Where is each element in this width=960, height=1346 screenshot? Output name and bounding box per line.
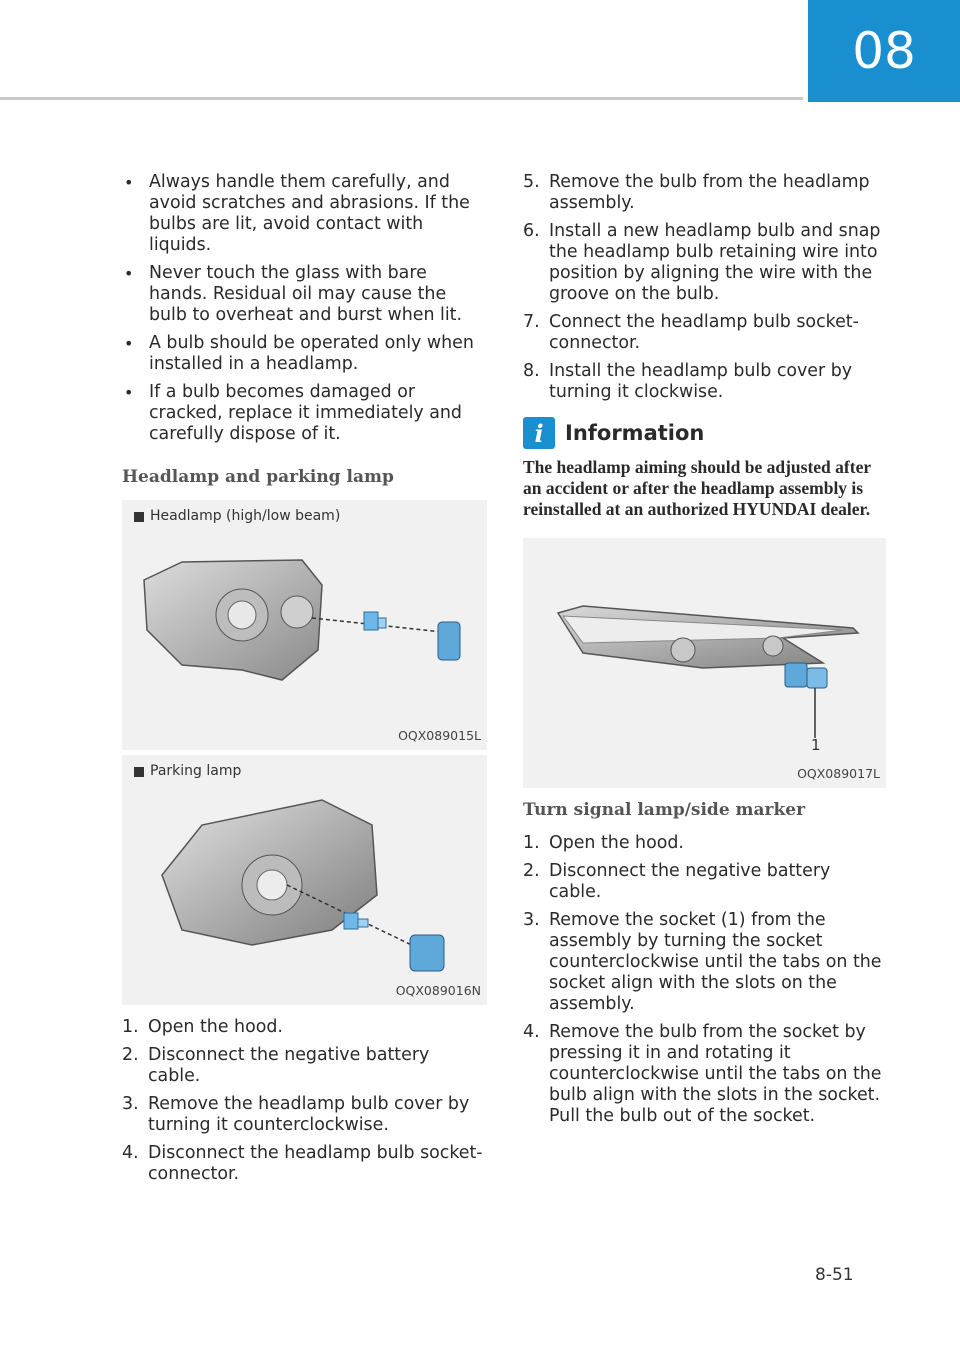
section-title-headlamp: Headlamp and parking lamp: [122, 467, 394, 487]
step-item: 1. Open the hood.: [523, 833, 684, 853]
step-item: 3. Remove the socket (1) from the assembly by turning the socket counterclockwise until the tabs on the socket align with the slots on the assembly.: [523, 910, 882, 1014]
headlamp-illustration: [122, 500, 487, 750]
headlamp-steps-continued: [523, 172, 886, 403]
caution-bullets: [122, 172, 487, 445]
information-body: The headlamp aiming should be adjusted after an accident or after the headlamp assembly is reinstalled at an authorized HYUNDAI dealer.: [523, 457, 871, 519]
page-number: 8-51: [815, 1265, 854, 1285]
chapter-tab: 08: [808, 0, 960, 102]
figure-code: OQX089017L: [797, 766, 880, 781]
step-item: 1. Open the hood.: [122, 1017, 283, 1037]
step-item: 8. Install the headlamp bulb cover by turning it clockwise.: [523, 361, 853, 402]
bullet-item: • Never touch the glass with bare hands. Residual oil may cause the bulb to overheat and burst when lit.: [122, 263, 487, 326]
step-item: 7. Connect the headlamp bulb socket-connector.: [523, 312, 859, 353]
bullet-item: • If a bulb becomes damaged or cracked, replace it immediately and carefully dispose of it.: [122, 382, 487, 445]
bullet-item: • A bulb should be operated only when installed in a headlamp.: [122, 333, 487, 375]
information-title: Information: [565, 420, 705, 445]
step-item: 4. Remove the bulb from the socket by pressing it in and rotating it counterclockwise until the tabs on the bulb align with the slots in the socket. Pull the bulb out of the socket.: [523, 1022, 882, 1126]
figure-caption: Parking lamp: [134, 761, 241, 782]
step-item: 6. Install a new headlamp bulb and snap the headlamp bulb retaining wire into position by aligning the wire with the groove on the bulb.: [523, 221, 881, 304]
step-item: 4. Disconnect the headlamp bulb socket-connector.: [122, 1143, 483, 1184]
bullet-item: • Always handle them carefully, and avoid scratches and abrasions. If the bulbs are lit, avoid contact with liquids.: [122, 172, 487, 256]
figure-headlamp: [122, 500, 487, 750]
parking-lamp-illustration: [122, 755, 487, 1005]
info-icon: i: [523, 417, 555, 449]
step-item: 5. Remove the bulb from the headlamp assembly.: [523, 172, 870, 213]
turn-signal-illustration: [523, 538, 886, 788]
information-heading: [523, 417, 886, 449]
step-item: 2. Disconnect the negative battery cable.: [122, 1045, 430, 1086]
figure-code: OQX089015L: [398, 728, 481, 743]
step-item: 2. Disconnect the negative battery cable.: [523, 861, 831, 902]
turn-signal-steps-list: [523, 833, 886, 1127]
step-item: 3. Remove the headlamp bulb cover by turning it counterclockwise.: [122, 1094, 470, 1135]
callout-number: 1: [811, 736, 821, 754]
figure-caption: Headlamp (high/low beam): [134, 506, 340, 527]
right-column: [523, 172, 886, 1134]
figure-parking-lamp: [122, 755, 487, 1005]
section-title-turn-signal: Turn signal lamp/side marker: [523, 800, 806, 820]
header-rule: [0, 97, 803, 100]
headlamp-steps-list: [122, 1017, 487, 1185]
figure-code: OQX089016N: [395, 983, 481, 998]
figure-turn-signal: [523, 538, 886, 788]
left-column: [122, 172, 487, 1192]
